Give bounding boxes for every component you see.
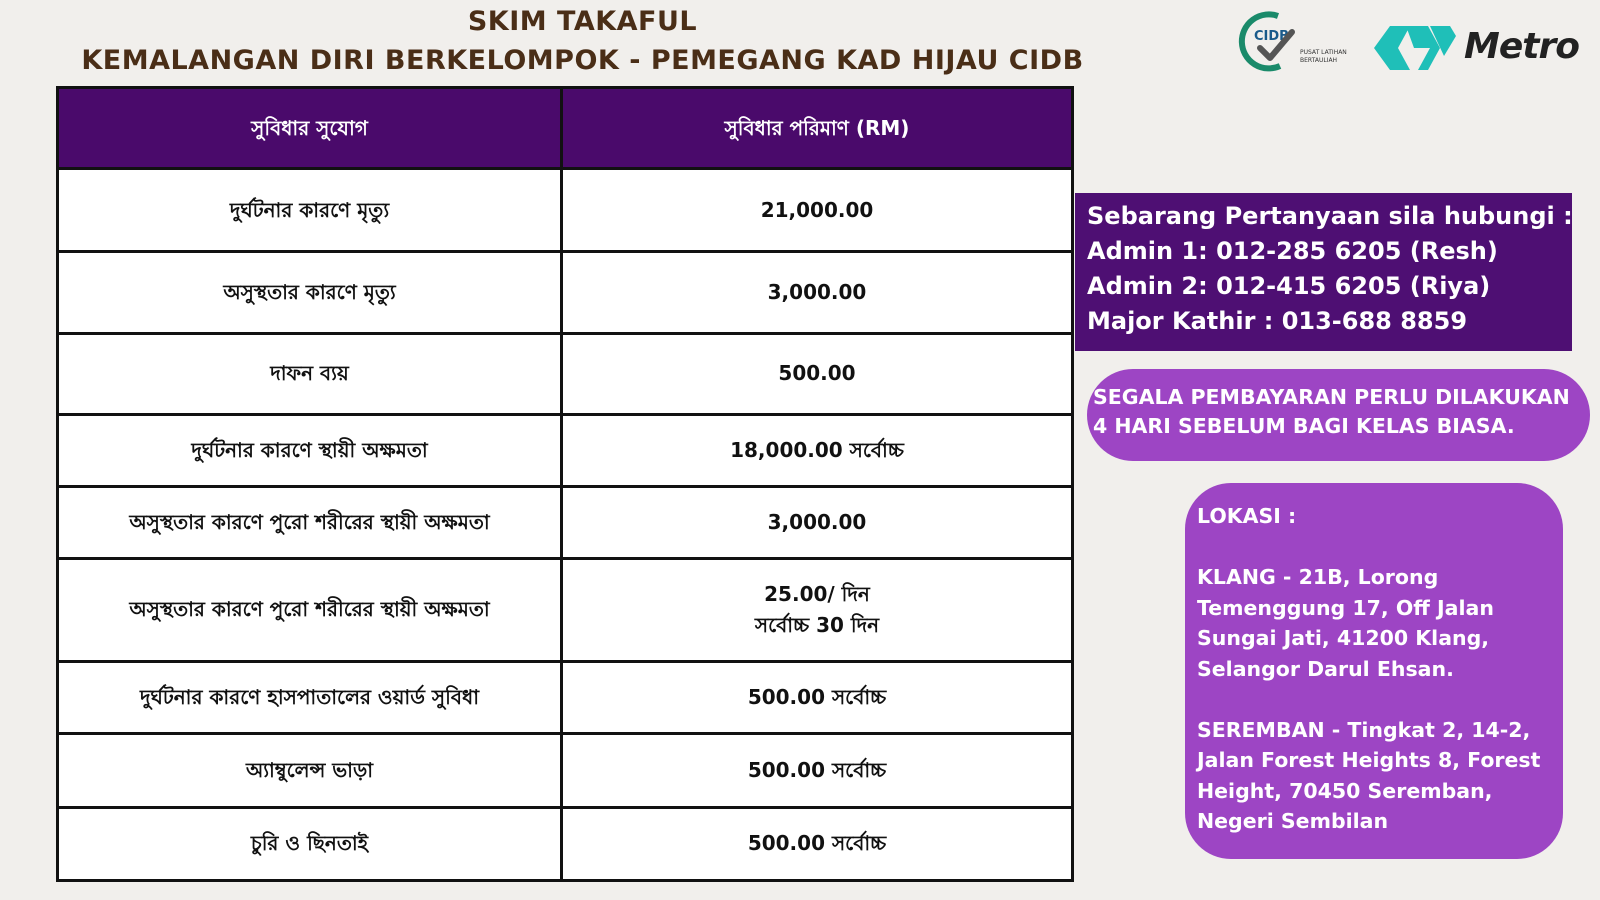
page-title-line2: KEMALANGAN DIRI BERKELOMPOK - PEMEGANG KAD HIJAU CIDB — [81, 45, 1084, 76]
table-row — [58, 807, 1073, 880]
amount-cell: 500.00 — [562, 333, 1073, 414]
contact-major: Major Kathir : 013-688 8859 — [1087, 307, 1468, 335]
benefit-cell: দাফন ব্যয় — [58, 333, 562, 414]
klang-address-line: Selangor Darul Ehsan. — [1197, 656, 1454, 681]
metro-logo-mark — [1370, 20, 1460, 76]
klang-address-line: KLANG - 21B, Lorong — [1197, 565, 1439, 589]
cidb-logo — [1230, 8, 1362, 78]
contact-heading: Sebarang Pertanyaan sila hubungi : — [1087, 202, 1573, 230]
seremban-address-line: Height, 70450 Seremban, — [1197, 778, 1493, 803]
contact-admin1: Admin 1: 012-285 6205 (Resh) — [1087, 237, 1498, 265]
location-box — [1185, 483, 1563, 859]
table-row — [58, 486, 1073, 558]
header-benefit-coverage: সুবিধার সুযোগ — [58, 88, 562, 169]
benefit-cell: অসুস্থতার কারণে মৃত্যু — [58, 252, 562, 333]
benefit-cell: অসুস্থতার কারণে পুরো শরীরের স্থায়ী অক্ষমতা — [58, 486, 562, 558]
table-header-row — [58, 88, 1073, 169]
seremban-address-line: SEREMBAN - Tingkat 2, 14-2, — [1197, 717, 1531, 742]
page-title-line1: SKIM TAKAFUL — [467, 6, 698, 37]
benefit-cell: অসুস্থতার কারণে পুরো শরীরের স্থায়ী অক্ষমতা — [58, 559, 562, 662]
cidb-logo-sub1: PUSAT LATIHAN — [1300, 49, 1347, 56]
amount-line: সর্বোচ্চ 30 দিন — [754, 612, 880, 637]
metro-logo — [1370, 20, 1579, 76]
amount-cell: 18,000.00 সর্বোচ্চ — [562, 414, 1073, 486]
klang-address-line: Temenggung 17, Off Jalan — [1197, 595, 1494, 620]
amount-cell — [562, 559, 1073, 662]
contact-box — [1075, 193, 1572, 351]
payment-notice — [1087, 369, 1590, 461]
benefit-cell: দুর্ঘটনার কারণে হাসপাতালের ওয়ার্ড সুবিধা — [58, 661, 562, 733]
metro-logo-text: Metro — [1464, 26, 1579, 67]
cidb-logo-sub2: BERTAULIAH — [1300, 57, 1338, 64]
benefits-table — [56, 86, 1074, 882]
benefit-cell: দুর্ঘটনার কারণে স্থায়ী অক্ষমতা — [58, 414, 562, 486]
cidb-logo-text: CIDB — [1254, 29, 1290, 44]
amount-cell: 500.00 সর্বোচ্চ — [562, 807, 1073, 880]
location-heading: LOKASI : — [1197, 504, 1297, 528]
amount-cell: 3,000.00 — [562, 486, 1073, 558]
table-row — [58, 661, 1073, 733]
table-row — [58, 414, 1073, 486]
amount-line: 25.00/ দিন — [764, 581, 870, 606]
amount-cell: 21,000.00 — [562, 169, 1073, 252]
seremban-address-line: Negeri Sembilan — [1197, 809, 1389, 833]
table-row — [58, 333, 1073, 414]
amount-cell: 500.00 সর্বোচ্চ — [562, 733, 1073, 807]
payment-notice-line: 4 HARI SEBELUM BAGI KELAS BIASA. — [1093, 414, 1515, 438]
benefit-cell: অ্যাম্বুলেন্স ভাড়া — [58, 733, 562, 807]
amount-cell: 3,000.00 — [562, 252, 1073, 333]
benefit-cell: চুরি ও ছিনতাই — [58, 807, 562, 880]
contact-admin2: Admin 2: 012-415 6205 (Riya) — [1087, 272, 1491, 300]
payment-notice-line: SEGALA PEMBAYARAN PERLU DILAKUKAN — [1093, 385, 1570, 409]
table-row — [58, 559, 1073, 662]
seremban-address-line: Jalan Forest Heights 8, Forest — [1197, 748, 1541, 772]
table-row — [58, 169, 1073, 252]
amount-cell: 500.00 সর্বোচ্চ — [562, 661, 1073, 733]
benefit-cell: দুর্ঘটনার কারণে মৃত্যু — [58, 169, 562, 252]
klang-address-line: Sungai Jati, 41200 Klang, — [1197, 626, 1490, 650]
table-row — [58, 252, 1073, 333]
header-benefit-amount: সুবিধার পরিমাণ (RM) — [562, 88, 1073, 169]
table-row — [58, 733, 1073, 807]
